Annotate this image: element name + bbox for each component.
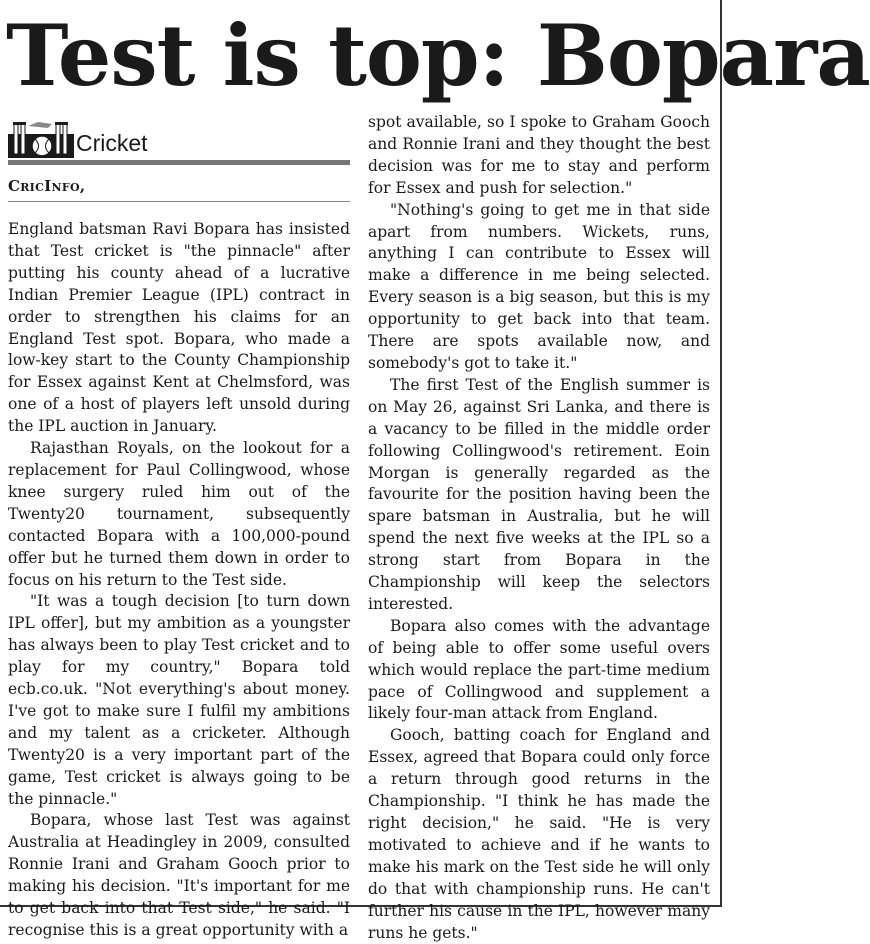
right-body — [368, 112, 710, 944]
paragraph: Bopara also comes with the advantage of being able to offer some useful overs which would replace the part-time medium pace of Collingwood and supplement a likely four-man attack from England. — [368, 616, 710, 723]
paragraph: The first Test of the English summer is on May 26, against Sri Lanka, and there is a vacancy to be filled in the middle order following Collingwood's retirement. Eoin Morgan is generally regarded as the favourite for the position having been the spare batsman in Australia, but he will spend the next five weeks at the IPL so a strong start from Bopara in the Championship will keep the selectors interested. — [368, 375, 710, 613]
left-column — [8, 118, 350, 942]
paragraph: Rajasthan Royals, on the lookout for a replacement for Paul Collingwood, whose knee surgery ruled him out of the Twenty20 tournament, subsequently contacted Bopara with a 100,000-pound offer but he turned them down in order to focus on his return to the Test side. — [8, 439, 350, 589]
paragraph: "Nothing's going to get me in that side apart from numbers. Wickets, runs, anything I can contribute to Essex will make a difference in me being selected. Every season is a big season, but this is my opportunity to get back into that team. There are spots available now, and somebody's got to take it." — [368, 200, 710, 372]
section-label: Cricket — [76, 130, 148, 156]
paragraph: spot available, so I spoke to Graham Gooch and Ronnie Irani and they thought the best decision was for me to stay and perform for Essex and push for selection." — [368, 113, 710, 197]
paragraph: Gooch, batting coach for England and Essex, agreed that Bopara could only force a return through good returns in the Championship. "I think he has made the right decision," he said. "He is very motivated to achieve and if he wants to make his mark on the Test side he will only do that with championship runs. He can't further his cause in the IPL, however many runs he gets." — [368, 726, 710, 942]
left-body — [8, 219, 350, 942]
cricket-ball-stumps-icon — [8, 120, 74, 158]
byline-source: CricInfo, — [8, 177, 350, 202]
section-header — [8, 118, 350, 165]
paragraph: England batsman Ravi Bopara has insisted that Test cricket is "the pinnacle" after putting his county ahead of a lucrative Indian Premier League (IPL) contract in order to strengthen his claims for an England Test spot. Bopara, who made a low-key start to the County Championship for Essex against Kent at Chelmsford, was one of a host of players left unsold during the IPL auction in January. — [8, 220, 350, 436]
right-column — [368, 113, 710, 944]
paragraph: "It was a tough decision [to turn down IPL offer], but my ambition as a youngster has always been to play Test cricket and to play for my country," Bopara told ecb.co.uk. "Not everything's about money. I've got to make sure I fulfil my ambitions and my talent as a cricketer. Although Twenty20 is a very important part of the game, Test cricket is always going to be the pinnacle." — [8, 592, 350, 808]
headline: Test is top: Bopara — [6, 6, 870, 105]
paragraph: Bopara, whose last Test was against Australia at Headingley in 2009, consulted Ronnie Irani and Graham Gooch prior to making his decision. "It's important for me to get back into that Test side," he said. "I recognise this is a great opportunity with a — [8, 811, 350, 939]
